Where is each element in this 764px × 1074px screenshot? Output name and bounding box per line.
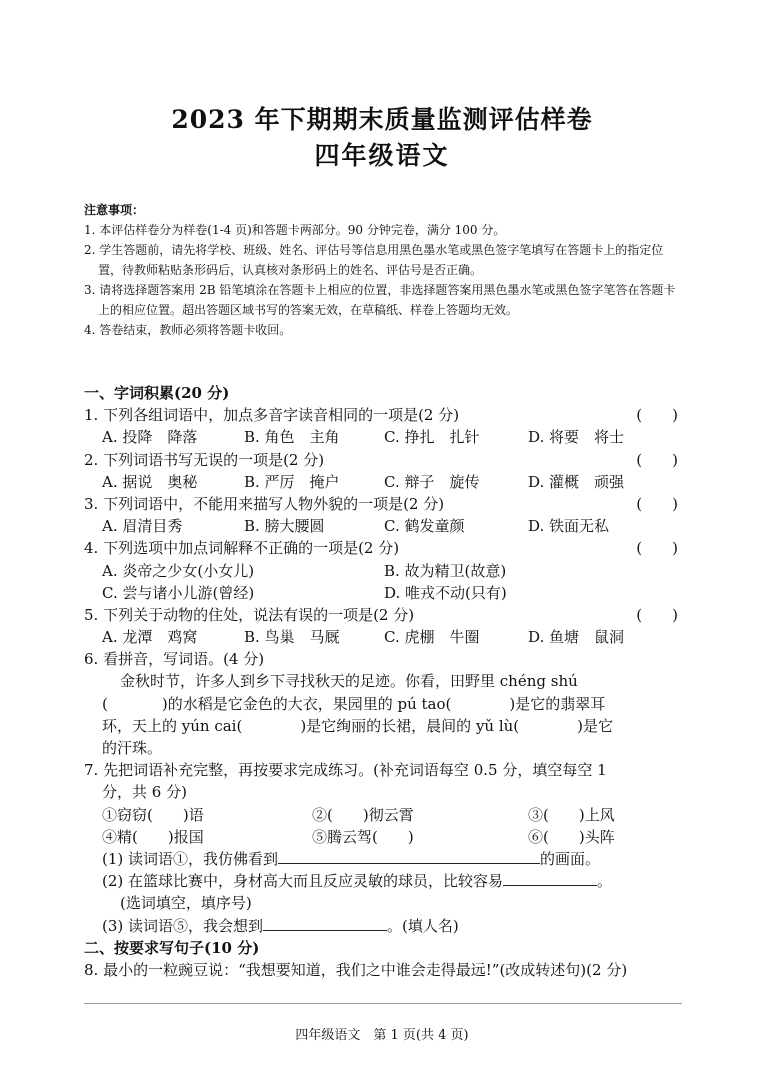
idiom-blank: ④精( )报国: [102, 827, 204, 846]
words-row: [84, 804, 684, 826]
page-title: 2023 年下期期末质量监测评估样卷: [171, 105, 593, 134]
sub-question-2: [84, 870, 684, 892]
notice-item: 1. 本评估样卷分为样卷(1-4 页)和答题卡两部分。90 分钟完卷，满分 100 分。: [84, 223, 506, 237]
option-d: D. 鱼塘 鼠洞: [528, 628, 625, 647]
answer-paren: ( ): [636, 539, 678, 558]
answer-paren: ( ): [636, 494, 678, 513]
option-c: C. 虎棚 牛圈: [384, 628, 480, 647]
idiom-blank: ①窃窃( )语: [102, 805, 204, 824]
idiom-blank: ⑤腾云驾( ): [312, 827, 414, 846]
notice-heading: 注意事项：: [84, 203, 145, 217]
answer-line[interactable]: [503, 870, 597, 886]
option-c: C. 尝与诸小儿游(曾经): [102, 583, 255, 602]
option-b: B. 角色 主角: [244, 428, 340, 447]
question-4: [84, 537, 684, 559]
answer-line[interactable]: [278, 848, 540, 864]
sub-question-text: 。(填人名): [387, 916, 459, 935]
passage-line: 的汗珠。: [102, 739, 163, 757]
options-row: [84, 515, 684, 537]
answer-paren: ( ): [636, 406, 678, 425]
option-a: A. 炎帝之少女(小女儿): [102, 561, 255, 580]
idiom-blank: ②( )彻云霄: [312, 805, 414, 824]
option-c: C. 辩子 旋传: [384, 472, 480, 491]
options-row: [84, 471, 684, 493]
footer-divider: [84, 1003, 682, 1004]
sub-question-3: [84, 915, 684, 937]
section-heading: 二、按要求写句子(10 分): [84, 938, 260, 957]
question-stem: 5. 下列关于动物的住处，说法有误的一项是(2 分): [84, 605, 415, 624]
section-heading: 一、字词积累(20 分): [84, 384, 230, 402]
options-row: [84, 626, 684, 648]
question-5: [84, 604, 684, 626]
questions: [84, 382, 684, 981]
question-stem: 1. 下列各组词语中，加点多音字读音相同的一项是(2 分): [84, 406, 460, 425]
option-d: D. 将要 将士: [528, 428, 625, 447]
sub-question-text: (1) 读词语①，我仿佛看到: [102, 849, 279, 868]
words-row: [84, 826, 684, 848]
notice-item: 3. 请将选择题答案用 2B 铅笔填涂在答题卡上相应的位置，非选择题答案用黑色墨水笔或黑色签字笔答在答题卡上的相应位置。超出答题区域书写的答案无效，在草稿纸、样卷上答题均无效。: [84, 283, 676, 317]
page-subtitle: 四年级语文: [314, 141, 450, 170]
option-c: C. 鹤发童颜: [384, 517, 465, 536]
question-3: [84, 493, 684, 515]
notice-item: 4. 答卷结束，教师必须将答题卡收回。: [84, 323, 292, 337]
question-2: [84, 449, 684, 471]
options-row: [84, 560, 684, 582]
passage-line: [84, 715, 684, 737]
passage-text: )是它: [577, 716, 614, 735]
option-d: D. 铁面无私: [528, 517, 610, 536]
sub-question-text: 。: [597, 872, 613, 891]
answer-line[interactable]: [263, 915, 387, 931]
answer-paren: ( ): [636, 605, 678, 624]
idiom-blank: ③( )上风: [528, 805, 615, 824]
option-b: B. 故为精卫(故意): [384, 561, 507, 580]
passage-text: )是它的翡翠耳: [509, 694, 606, 713]
question-stem: 4. 下列选项中加点词解释不正确的一项是(2 分): [84, 539, 400, 558]
option-d: D. 灌概 顽强: [528, 472, 625, 491]
question-stem: 2. 下列词语书写无误的一项是(2 分): [84, 450, 325, 469]
question-1: [84, 404, 684, 426]
idiom-blank: ⑥( )头阵: [528, 827, 615, 846]
passage-text: )是它绚丽的长裙，晨间的 yǔ lù(: [300, 716, 520, 735]
question-7-cont: 分，共 6 分): [102, 783, 187, 802]
sub-question-1: [84, 848, 684, 870]
option-a: A. 据说 奥秘: [102, 472, 198, 491]
option-d: D. 唯戎不动(只有): [384, 583, 507, 602]
question-stem: 3. 下列词语中，不能用来描写人物外貌的一项是(2 分): [84, 494, 445, 513]
sub-question-text: (2) 在篮球比赛中，身材高大而且反应灵敏的球员，比较容易: [102, 872, 504, 891]
notice-section: [84, 200, 684, 340]
passage-text: (: [102, 694, 108, 713]
question-8: 8. 最小的一粒豌豆说：“我想要知道，我们之中谁会走得最远!”(改成转述句)(2 分): [84, 960, 628, 979]
option-a: A. 眉清目秀: [102, 517, 183, 536]
answer-paren: ( ): [636, 450, 678, 469]
question-7: 7. 先把词语补充完整，再按要求完成练习。(补充词语每空 0.5 分，填空每空 1: [84, 761, 607, 780]
passage-text: )的水稻是它金色的大衣，果园里的 pú tao(: [161, 694, 452, 713]
passage-line: 金秋时节，许多人到乡下寻找秋天的足迹。你看，田野里 chéng shú: [120, 672, 578, 691]
question-6: 6. 看拼音，写词语。(4 分): [84, 650, 265, 669]
options-row: [84, 426, 684, 448]
option-a: A. 投降 降落: [102, 428, 198, 447]
option-a: A. 龙潭 鸡窝: [102, 628, 198, 647]
option-c: C. 挣扎 扎针: [384, 428, 480, 447]
options-row: [84, 582, 684, 604]
notice-item: 2. 学生答题前，请先将学校、班级、姓名、评估号等信息用黑色墨水笔或黑色签字笔填写在答题卡上的指定位置，待教师粘贴条形码后，认真核对条形码上的姓名、评估号是否正确。: [84, 243, 664, 277]
page-footer: 四年级语文 第 1 页(共 4 页): [295, 1028, 469, 1043]
option-b: B. 膀大腰圆: [244, 517, 325, 536]
sub-question-text: 的画面。: [540, 849, 601, 868]
option-b: B. 鸟巢 马厩: [244, 628, 340, 647]
passage-line: [84, 693, 684, 715]
sub-question-hint: (选词填空，填序号): [120, 894, 252, 913]
sub-question-text: (3) 读词语⑤，我会想到: [102, 916, 264, 935]
option-b: B. 严厉 掩户: [244, 472, 340, 491]
passage-text: 环，天上的 yún cai(: [102, 716, 243, 735]
